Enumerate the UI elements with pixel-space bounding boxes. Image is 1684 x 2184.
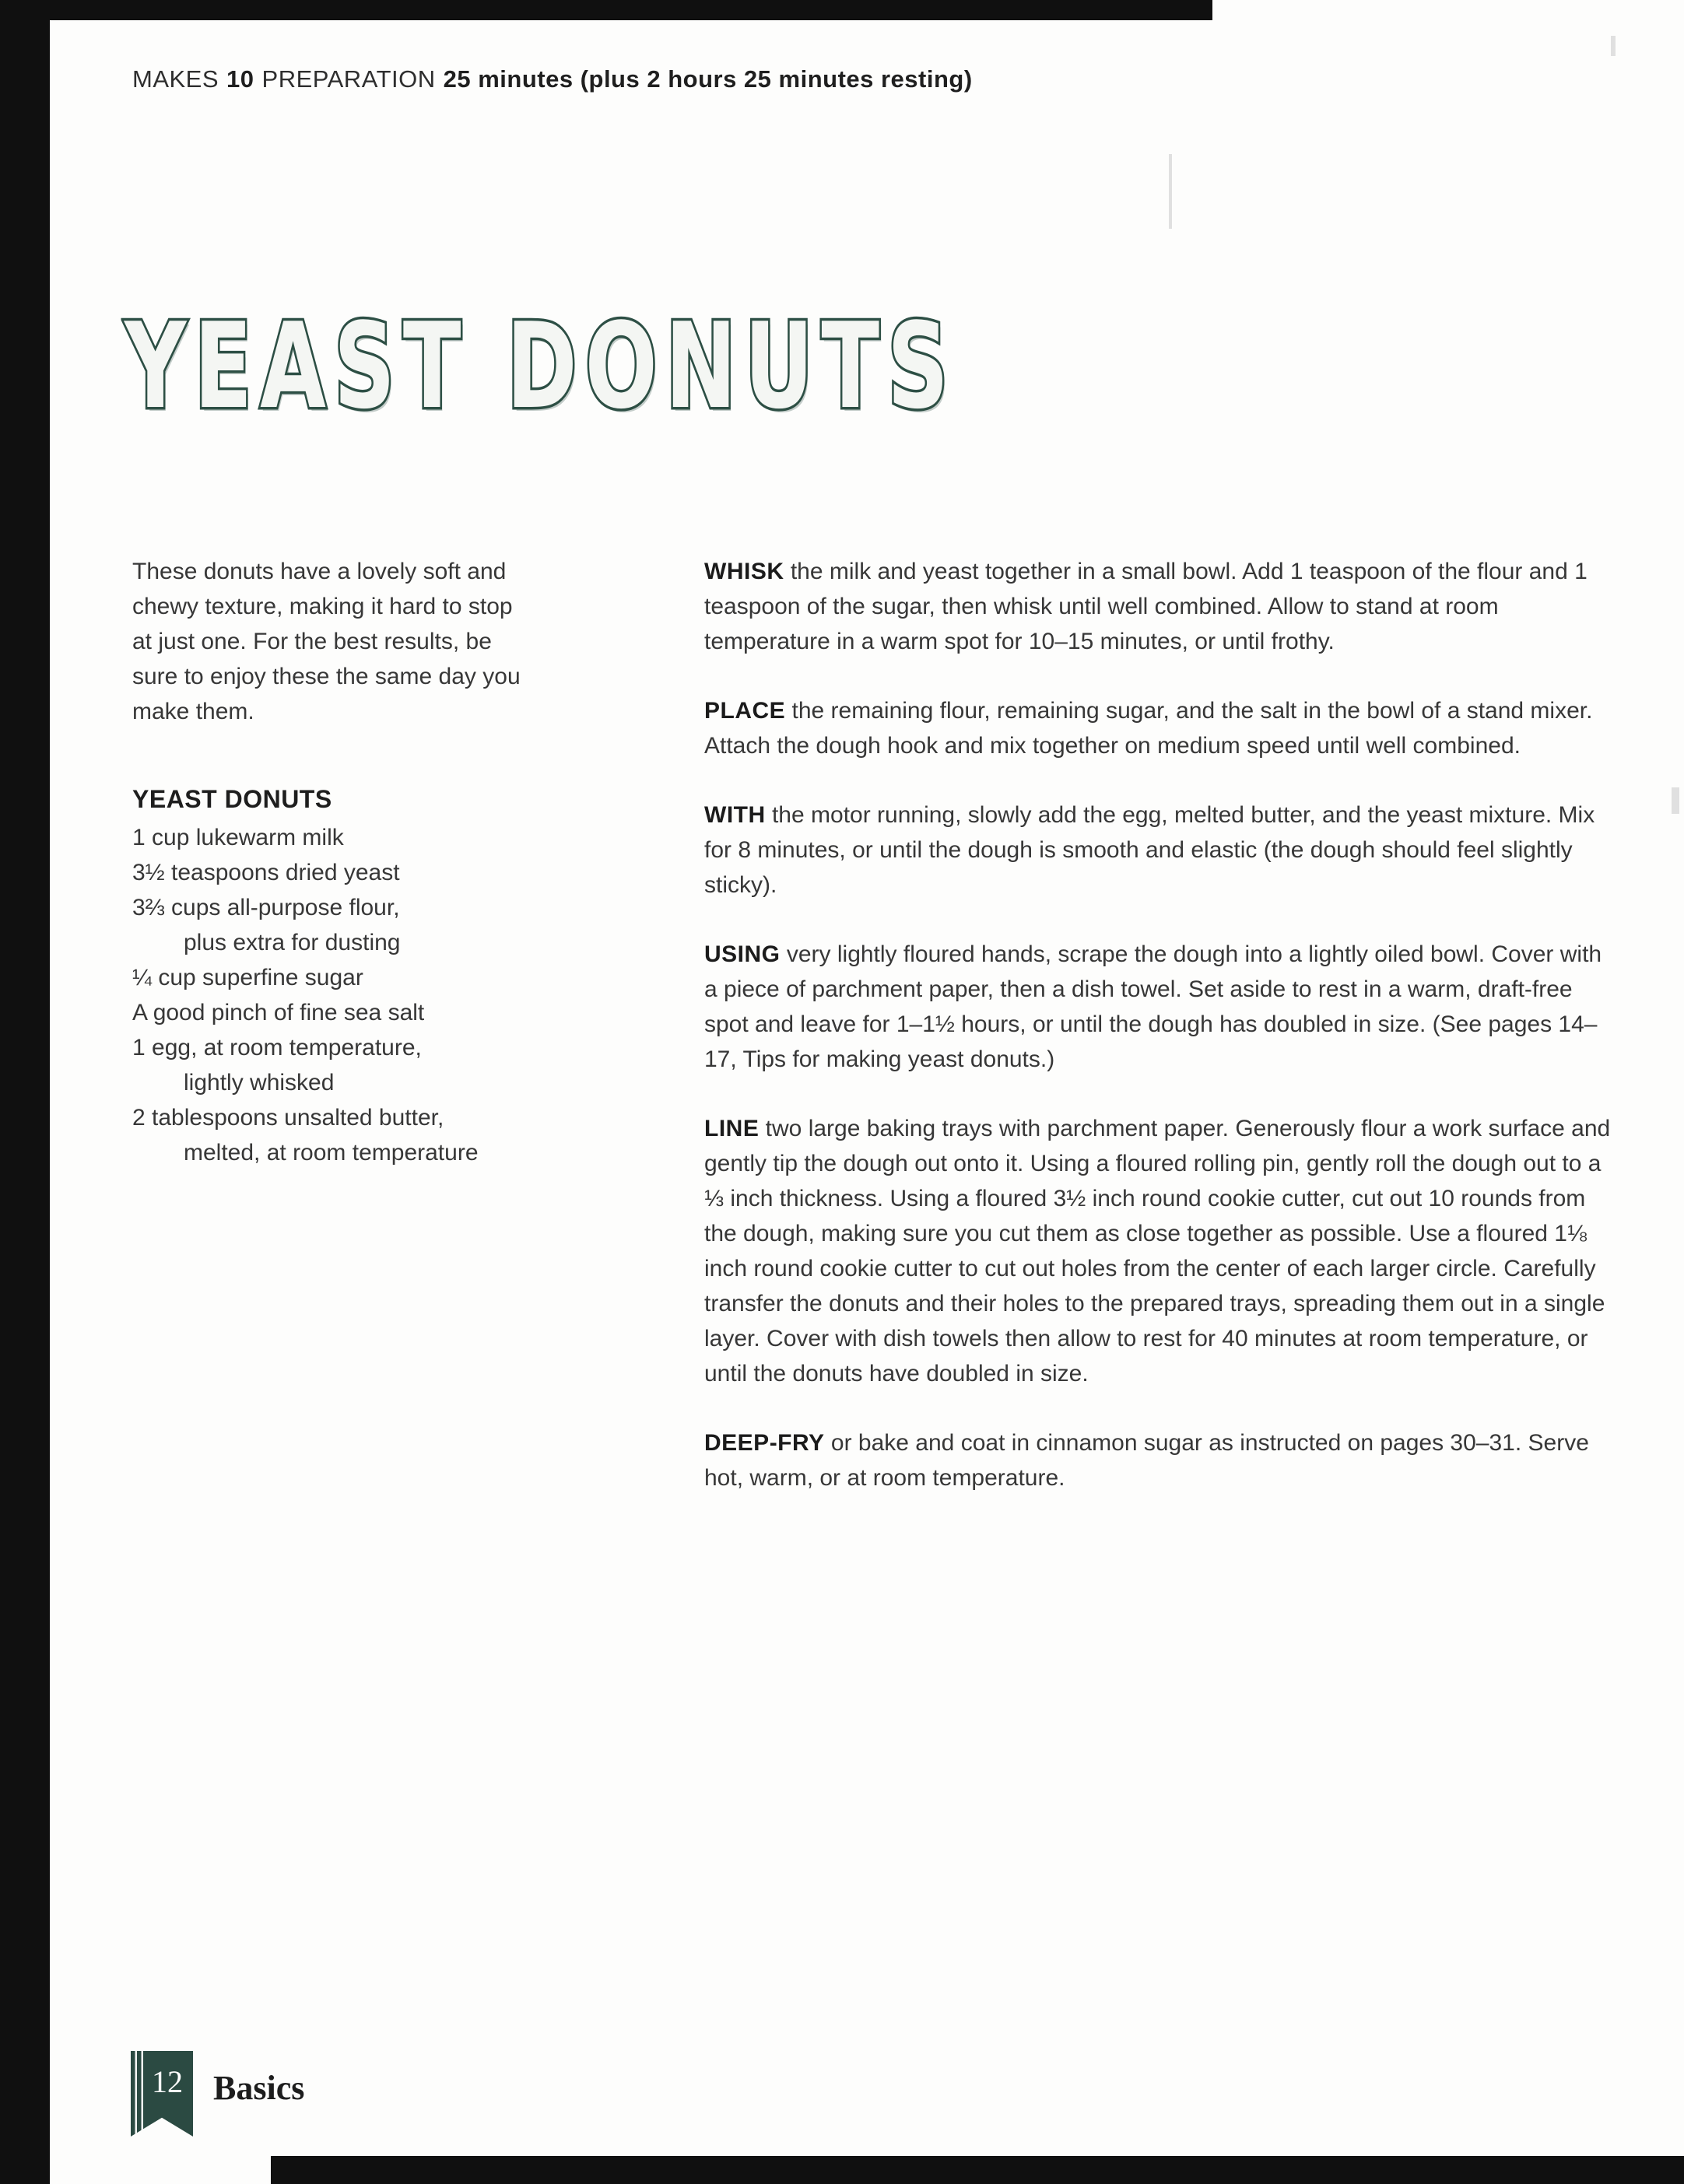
ingredient-line: 1 cup lukewarm milk bbox=[132, 825, 344, 850]
method-column bbox=[704, 554, 1615, 1530]
method-step bbox=[704, 1111, 1615, 1391]
ingredient-line-continuation: melted, at room temperature bbox=[184, 1140, 479, 1166]
ingredient-line: 1 egg, at room temperature, bbox=[132, 1035, 422, 1060]
method-step bbox=[704, 554, 1615, 659]
scan-artifact bbox=[1169, 154, 1172, 229]
preparation-value: 25 minutes (plus 2 hours 25 minutes resting) bbox=[443, 65, 973, 93]
step-keyword: WHISK bbox=[704, 559, 784, 584]
makes-value: 10 bbox=[226, 65, 254, 93]
scan-artifact bbox=[1672, 787, 1679, 814]
method-step bbox=[704, 693, 1615, 763]
step-keyword: USING bbox=[704, 941, 781, 967]
ingredient-item bbox=[132, 820, 529, 855]
ingredients-list bbox=[132, 820, 529, 1170]
method-step bbox=[704, 798, 1615, 903]
step-text: the motor running, slowly add the egg, melted butter, and the yeast mixture. Mix for 8 minutes, or until the dough is smooth and elastic (the dough should feel slightly sticky). bbox=[704, 802, 1595, 898]
step-text: or bake and coat in cinnamon sugar as instructed on pages 30–31. Serve hot, warm, or at room temperature. bbox=[704, 1430, 1589, 1491]
left-column bbox=[132, 554, 529, 1170]
ingredients-heading: YEAST DONUTS bbox=[132, 785, 332, 813]
step-keyword: LINE bbox=[704, 1116, 760, 1141]
scan-edge-bottom bbox=[271, 2156, 1684, 2184]
ingredient-line-continuation: plus extra for dusting bbox=[184, 930, 401, 955]
ingredient-item bbox=[132, 890, 529, 960]
method-step bbox=[704, 1425, 1615, 1495]
page-number: 12 bbox=[152, 2064, 183, 2099]
ingredient-line: 2 tablespoons unsalted butter, bbox=[132, 1105, 444, 1131]
step-text: the remaining flour, remaining sugar, and the salt in the bowl of a stand mixer. Attach the dough hook and mix together on medium speed until well combined. bbox=[704, 698, 1593, 759]
ingredient-item bbox=[132, 995, 529, 1030]
scan-artifact bbox=[1611, 36, 1616, 56]
makes-label: MAKES bbox=[132, 65, 219, 93]
scan-edge-left bbox=[0, 0, 50, 2184]
ingredient-item bbox=[132, 1030, 529, 1100]
recipe-meta bbox=[132, 65, 981, 93]
step-keyword: PLACE bbox=[704, 698, 786, 724]
ingredient-item bbox=[132, 960, 529, 995]
step-text: very lightly floured hands, scrape the dough into a lightly oiled bowl. Cover with a piece of parchment paper, then a dish towel. Set aside to rest in a warm, draft-free spot and leave for 1–1½ hours, or until the dough has doubled in size. (See pages 14–17, Tips for making yeast donuts.) bbox=[704, 941, 1602, 1072]
method-step bbox=[704, 937, 1615, 1077]
ingredient-item bbox=[132, 1100, 529, 1170]
scan-edge-top bbox=[0, 0, 1212, 20]
section-name: Basics bbox=[213, 2069, 305, 2107]
ingredient-line: 3½ teaspoons dried yeast bbox=[132, 860, 400, 885]
step-text: two large baking trays with parchment paper. Generously flour a work surface and gently tip the dough out onto it. Using a floured rolling pin, gently roll the dough out to a ⅓ inch thickness. Using a floured 3½ inch round cookie cutter, cut out 10 rounds from the dough, making sure you cut them as close together as possible. Use a floured 1⅛ inch round cookie cutter to cut out holes from the center of each larger circle. Carefully transfer the donuts and their holes to the prepared trays, spreading them out in a single layer. Cover with dish towels then allow to rest for 40 minutes at room temperature, or until the donuts have doubled in size. bbox=[704, 1116, 1611, 1386]
ingredient-line: ¼ cup superfine sugar bbox=[132, 965, 363, 990]
recipe-title: YEAST DONUTS bbox=[125, 297, 957, 435]
intro-paragraph: These donuts have a lovely soft and chewy texture, making it hard to stop at just one. For the best results, be sure to enjoy these the same day you make them. bbox=[132, 559, 521, 724]
ingredient-item bbox=[132, 855, 529, 890]
ingredient-line: A good pinch of fine sea salt bbox=[132, 1000, 425, 1025]
preparation-label: PREPARATION bbox=[261, 65, 436, 93]
step-keyword: DEEP-FRY bbox=[704, 1430, 825, 1456]
ingredient-line-continuation: lightly whisked bbox=[184, 1070, 335, 1096]
step-keyword: WITH bbox=[704, 802, 766, 828]
ingredient-line: 3⅔ cups all-purpose flour, bbox=[132, 895, 400, 920]
step-text: the milk and yeast together in a small bowl. Add 1 teaspoon of the flour and 1 teaspoon of the sugar, then whisk until well combined. Allow to stand at room temperature in a warm spot for 10–15 minutes, or until frothy. bbox=[704, 559, 1588, 654]
